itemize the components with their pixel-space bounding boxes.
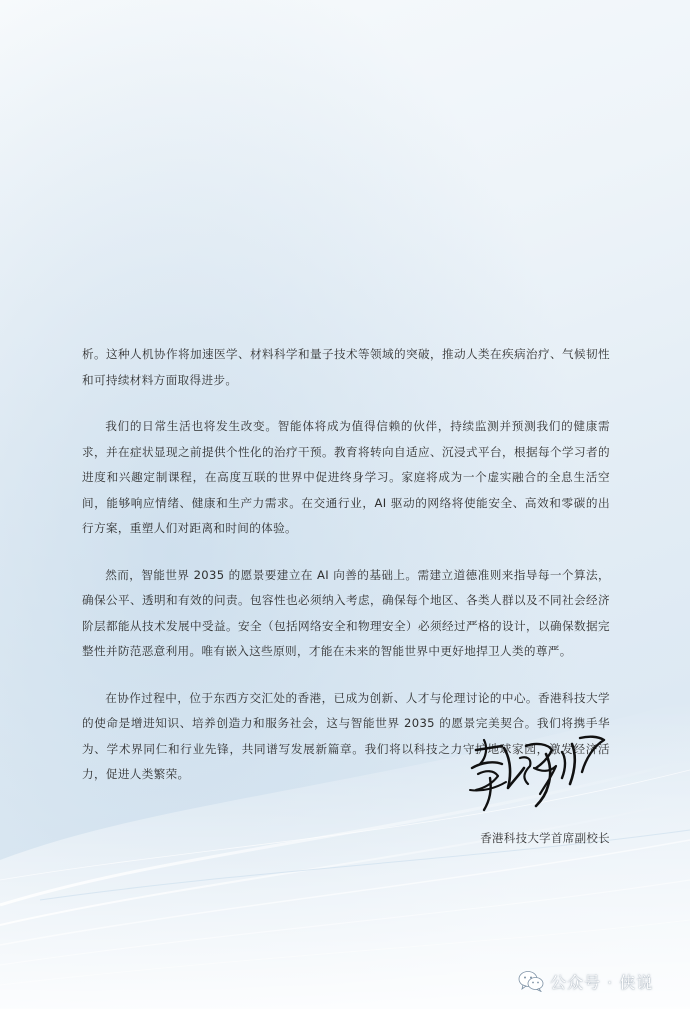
watermark-text: 公众号 · 侠说 [550, 972, 654, 992]
wechat-icon [518, 970, 544, 992]
paragraph-4: 在协作过程中，位于东西方交汇处的香港，已成为创新、人才与伦理讨论的中心。香港科技大学的使命是增进知识、培养创造力和服务社会，这与智能世界 2035 的愿景完美契合。我们将携手华为、学术界同仁和行业先锋，共同谱写发展新篇章。我们将以科技之力守护地球家园，激发经济活力，促进人类繁荣。 [82, 690, 610, 781]
paragraph-1: 析。这种人机协作将加速医学、材料科学和量子技术等领域的突破，推动人类在疾病治疗、气候韧性和可持续材料方面取得进步。 [82, 347, 610, 387]
signer-title: 香港科技大学首席副校长 [480, 831, 610, 845]
source-watermark [518, 966, 653, 996]
paragraph-2: 我们的日常生活也将发生改变。智能体将成为值得信赖的伙伴，持续监测并预测我们的健康需求，并在症状显现之前提供个性化的治疗干预。教育将转向自适应、沉浸式平台，根据每个学习者的进度和兴趣定制课程，在高度互联的世界中促进终身学习。家庭将成为一个虚实融合的全息生活空间，能够响应情绪、健康和生产力需求。在交通行业，AI 驱动的网络将使能安全、高效和零碳的出行方案，重塑人们对距离和时间的体验。 [82, 419, 610, 535]
handwritten-signature [462, 728, 612, 823]
paragraph-3: 然而，智能世界 2035 的愿景要建立在 AI 向善的基础上。需建立道德准则来指导每一个算法，确保公平、透明和有效的问责。包容性也必须纳入考虑，确保每个地区、各类人群以及不同社会经济阶层都能从技术发展中受益。安全（包括网络安全和物理安全）必须经过严格的设计，以确保数据完整性并防范恶意利用。唯有嵌入这些原则，才能在未来的智能世界中更好地捍卫人类的尊严。 [82, 567, 610, 658]
